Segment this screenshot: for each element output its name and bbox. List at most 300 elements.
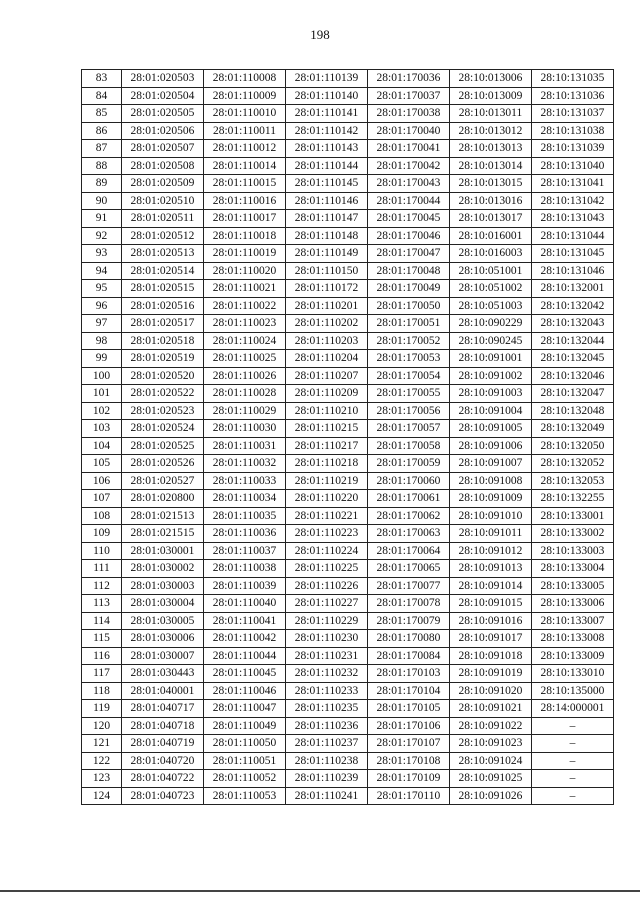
cadastral-number-cell: 28:01:030001 <box>122 542 204 560</box>
cadastral-number-cell: 28:01:030007 <box>122 647 204 665</box>
table-row <box>82 262 614 280</box>
cadastral-number-cell: 28:01:030006 <box>122 630 204 648</box>
cadastral-number-cell: 28:01:110215 <box>286 420 368 438</box>
cadastral-number-cell: 28:10:091004 <box>450 402 532 420</box>
cadastral-number-cell: 28:01:040001 <box>122 682 204 700</box>
cadastral-number-cell: 28:01:170065 <box>368 560 450 578</box>
cadastral-number-cell: 28:01:110051 <box>204 752 286 770</box>
cadastral-number-cell: 28:01:110202 <box>286 315 368 333</box>
row-number-cell: 86 <box>82 122 122 140</box>
cadastral-number-cell: 28:01:110230 <box>286 630 368 648</box>
cadastral-number-cell: 28:10:091003 <box>450 385 532 403</box>
cadastral-number-cell: 28:01:170048 <box>368 262 450 280</box>
cadastral-number-cell: 28:01:021515 <box>122 525 204 543</box>
cadastral-number-cell: 28:01:170061 <box>368 490 450 508</box>
cadastral-number-cell: 28:01:170108 <box>368 752 450 770</box>
row-number-cell: 122 <box>82 752 122 770</box>
cadastral-number-cell: 28:01:030002 <box>122 560 204 578</box>
row-number-cell: 113 <box>82 595 122 613</box>
cadastral-number-cell: 28:01:110238 <box>286 752 368 770</box>
cadastral-number-cell: 28:01:170103 <box>368 665 450 683</box>
cadastral-number-cell: 28:10:013011 <box>450 105 532 123</box>
cadastral-number-cell: 28:01:110037 <box>204 542 286 560</box>
cadastral-number-cell: 28:01:170080 <box>368 630 450 648</box>
cadastral-number-cell: 28:01:110221 <box>286 507 368 525</box>
cadastral-number-cell: 28:01:110223 <box>286 525 368 543</box>
cadastral-number-cell: 28:10:013009 <box>450 87 532 105</box>
cadastral-number-cell: 28:01:020505 <box>122 105 204 123</box>
table-row <box>82 175 614 193</box>
table-row <box>82 507 614 525</box>
table-row <box>82 227 614 245</box>
table-row <box>82 297 614 315</box>
cadastral-number-cell: 28:01:170046 <box>368 227 450 245</box>
cadastral-number-cell: 28:01:020524 <box>122 420 204 438</box>
table-row <box>82 70 614 88</box>
cadastral-number-cell: 28:10:132053 <box>532 472 614 490</box>
table-row <box>82 525 614 543</box>
cadastral-number-cell: 28:01:110227 <box>286 595 368 613</box>
cadastral-number-cell: 28:01:110030 <box>204 420 286 438</box>
cadastral-number-cell: 28:10:133006 <box>532 595 614 613</box>
cadastral-number-cell: 28:01:110015 <box>204 175 286 193</box>
cadastral-number-cell: 28:01:020509 <box>122 175 204 193</box>
table-row <box>82 647 614 665</box>
cadastral-number-cell: 28:10:013014 <box>450 157 532 175</box>
cadastral-number-cell: 28:10:133008 <box>532 630 614 648</box>
cadastral-number-cell: 28:10:013012 <box>450 122 532 140</box>
cadastral-number-cell: 28:10:133009 <box>532 647 614 665</box>
table-row <box>82 682 614 700</box>
cadastral-number-cell: 28:01:020527 <box>122 472 204 490</box>
row-number-cell: 94 <box>82 262 122 280</box>
table-row <box>82 700 614 718</box>
cadastral-number-cell: 28:01:110203 <box>286 332 368 350</box>
cadastral-number-cell: 28:01:170107 <box>368 735 450 753</box>
table-row <box>82 315 614 333</box>
row-number-cell: 105 <box>82 455 122 473</box>
cadastral-number-cell: 28:01:170052 <box>368 332 450 350</box>
cadastral-number-cell: 28:01:110210 <box>286 402 368 420</box>
cadastral-number-cell: 28:10:091022 <box>450 717 532 735</box>
cadastral-number-cell: 28:14:000001 <box>532 700 614 718</box>
cadastral-number-cell: 28:01:040719 <box>122 735 204 753</box>
row-number-cell: 103 <box>82 420 122 438</box>
cadastral-number-cell: 28:01:110016 <box>204 192 286 210</box>
cadastral-number-cell: 28:01:110022 <box>204 297 286 315</box>
cadastral-number-cell: 28:01:110144 <box>286 157 368 175</box>
cadastral-number-cell: 28:01:110235 <box>286 700 368 718</box>
cadastral-number-cell: 28:10:132045 <box>532 350 614 368</box>
cadastral-number-cell: 28:01:110241 <box>286 787 368 805</box>
cadastral-number-cell: 28:10:131038 <box>532 122 614 140</box>
cadastral-number-cell: 28:01:170058 <box>368 437 450 455</box>
table-row <box>82 280 614 298</box>
cadastral-number-cell: 28:01:110046 <box>204 682 286 700</box>
row-number-cell: 124 <box>82 787 122 805</box>
cadastral-number-cell: 28:10:013016 <box>450 192 532 210</box>
cadastral-number-cell: 28:01:020516 <box>122 297 204 315</box>
cadastral-number-cell: 28:01:110017 <box>204 210 286 228</box>
table-row <box>82 350 614 368</box>
cadastral-number-cell: 28:01:110146 <box>286 192 368 210</box>
cadastral-number-cell: 28:01:040720 <box>122 752 204 770</box>
cadastral-number-cell: 28:10:091014 <box>450 577 532 595</box>
cadastral-number-cell: 28:10:132052 <box>532 455 614 473</box>
cadastral-number-cell: 28:01:110239 <box>286 770 368 788</box>
cadastral-number-cell: 28:01:110150 <box>286 262 368 280</box>
cadastral-number-cell: 28:01:110034 <box>204 490 286 508</box>
table-row <box>82 665 614 683</box>
row-number-cell: 99 <box>82 350 122 368</box>
cadastral-number-cell: 28:01:170036 <box>368 70 450 88</box>
cadastral-number-cell: 28:01:110020 <box>204 262 286 280</box>
cadastral-number-cell: 28:10:013006 <box>450 70 532 88</box>
cadastral-number-cell: 28:01:110021 <box>204 280 286 298</box>
cadastral-number-cell: 28:10:132046 <box>532 367 614 385</box>
cadastral-number-cell: 28:01:170045 <box>368 210 450 228</box>
cadastral-number-cell: 28:01:110148 <box>286 227 368 245</box>
row-number-cell: 95 <box>82 280 122 298</box>
cadastral-number-cell: 28:10:133005 <box>532 577 614 595</box>
row-number-cell: 117 <box>82 665 122 683</box>
row-number-cell: 97 <box>82 315 122 333</box>
cadastral-number-cell: 28:01:110147 <box>286 210 368 228</box>
cadastral-number-cell: 28:01:170044 <box>368 192 450 210</box>
cadastral-number-cell: 28:01:110142 <box>286 122 368 140</box>
cadastral-number-cell: 28:10:013015 <box>450 175 532 193</box>
row-number-cell: 88 <box>82 157 122 175</box>
cadastral-number-cell: 28:01:110232 <box>286 665 368 683</box>
cadastral-number-cell: 28:10:135000 <box>532 682 614 700</box>
cadastral-number-cell: 28:10:091010 <box>450 507 532 525</box>
cadastral-number-cell: 28:10:131041 <box>532 175 614 193</box>
table-row <box>82 367 614 385</box>
cadastral-number-cell: 28:10:132049 <box>532 420 614 438</box>
cadastral-number-cell: 28:01:170050 <box>368 297 450 315</box>
cadastral-number-cell: – <box>532 787 614 805</box>
cadastral-number-cell: 28:01:170047 <box>368 245 450 263</box>
table-row <box>82 157 614 175</box>
cadastral-number-cell: 28:01:020514 <box>122 262 204 280</box>
cadastral-number-cell: 28:01:110141 <box>286 105 368 123</box>
table-row <box>82 560 614 578</box>
cadastral-number-cell: 28:10:091016 <box>450 612 532 630</box>
cadastral-number-cell: 28:01:040722 <box>122 770 204 788</box>
cadastral-number-cell: 28:10:133010 <box>532 665 614 683</box>
table-row <box>82 210 614 228</box>
cadastral-number-cell: 28:01:110045 <box>204 665 286 683</box>
row-number-cell: 104 <box>82 437 122 455</box>
table-row <box>82 105 614 123</box>
cadastral-number-cell: 28:01:170109 <box>368 770 450 788</box>
cadastral-number-cell: 28:01:110226 <box>286 577 368 595</box>
cadastral-number-cell: 28:01:110044 <box>204 647 286 665</box>
row-number-cell: 110 <box>82 542 122 560</box>
cadastral-number-cell: 28:01:040717 <box>122 700 204 718</box>
cadastral-number-cell: 28:01:020518 <box>122 332 204 350</box>
cadastral-number-cell: 28:01:170105 <box>368 700 450 718</box>
table-row <box>82 595 614 613</box>
cadastral-number-cell: 28:01:110023 <box>204 315 286 333</box>
cadastral-number-cell: 28:01:110038 <box>204 560 286 578</box>
cadastral-number-cell: 28:10:091005 <box>450 420 532 438</box>
cadastral-number-cell: 28:01:020800 <box>122 490 204 508</box>
cadastral-number-cell: 28:01:170084 <box>368 647 450 665</box>
cadastral-number-cell: 28:01:110140 <box>286 87 368 105</box>
table-row <box>82 245 614 263</box>
row-number-cell: 93 <box>82 245 122 263</box>
cadastral-number-cell: 28:01:170064 <box>368 542 450 560</box>
cadastral-number-cell: 28:10:013017 <box>450 210 532 228</box>
row-number-cell: 116 <box>82 647 122 665</box>
row-number-cell: 119 <box>82 700 122 718</box>
cadastral-number-cell: 28:10:131042 <box>532 192 614 210</box>
cadastral-number-cell: 28:01:110233 <box>286 682 368 700</box>
row-number-cell: 111 <box>82 560 122 578</box>
table-row <box>82 717 614 735</box>
cadastral-number-cell: 28:01:040718 <box>122 717 204 735</box>
table-row <box>82 455 614 473</box>
row-number-cell: 102 <box>82 402 122 420</box>
cadastral-number-cell: 28:01:170063 <box>368 525 450 543</box>
row-number-cell: 92 <box>82 227 122 245</box>
cadastral-number-cell: 28:01:040723 <box>122 787 204 805</box>
cadastral-number-cell: 28:01:020511 <box>122 210 204 228</box>
cadastral-number-cell: 28:01:170042 <box>368 157 450 175</box>
cadastral-number-cell: – <box>532 770 614 788</box>
table-row <box>82 630 614 648</box>
cadastral-number-cell: 28:10:013013 <box>450 140 532 158</box>
table-row <box>82 420 614 438</box>
cadastral-number-cell: 28:10:131044 <box>532 227 614 245</box>
cadastral-number-cell: 28:10:131043 <box>532 210 614 228</box>
cadastral-number-cell: 28:01:110036 <box>204 525 286 543</box>
cadastral-number-cell: 28:10:016001 <box>450 227 532 245</box>
row-number-cell: 100 <box>82 367 122 385</box>
cadastral-number-cell: 28:01:110019 <box>204 245 286 263</box>
cadastral-number-cell: 28:10:132050 <box>532 437 614 455</box>
row-number-cell: 90 <box>82 192 122 210</box>
row-number-cell: 115 <box>82 630 122 648</box>
cadastral-number-cell: 28:10:133003 <box>532 542 614 560</box>
cadastral-number-cell: 28:01:030004 <box>122 595 204 613</box>
cadastral-number-cell: 28:01:020506 <box>122 122 204 140</box>
cadastral-number-cell: 28:10:091012 <box>450 542 532 560</box>
cadastral-number-cell: 28:01:110052 <box>204 770 286 788</box>
cadastral-number-cell: 28:10:131036 <box>532 87 614 105</box>
cadastral-number-cell: 28:01:110025 <box>204 350 286 368</box>
cadastral-number-cell: 28:01:020517 <box>122 315 204 333</box>
cadastral-number-cell: 28:10:132047 <box>532 385 614 403</box>
cadastral-number-cell: 28:01:030003 <box>122 577 204 595</box>
cadastral-number-cell: 28:01:110050 <box>204 735 286 753</box>
cadastral-number-cell: 28:01:020515 <box>122 280 204 298</box>
cadastral-number-cell: 28:01:020503 <box>122 70 204 88</box>
row-number-cell: 87 <box>82 140 122 158</box>
cadastral-number-cell: 28:01:110033 <box>204 472 286 490</box>
cadastral-number-cell: 28:10:133002 <box>532 525 614 543</box>
cadastral-number-cell: 28:10:133001 <box>532 507 614 525</box>
row-number-cell: 89 <box>82 175 122 193</box>
cadastral-number-cell: – <box>532 735 614 753</box>
cadastral-number-cell: 28:10:131035 <box>532 70 614 88</box>
cadastral-number-cell: 28:01:170079 <box>368 612 450 630</box>
cadastral-number-cell: 28:01:170049 <box>368 280 450 298</box>
cadastral-number-cell: 28:01:030005 <box>122 612 204 630</box>
cadastral-number-cell: 28:01:110207 <box>286 367 368 385</box>
cadastral-number-cell: 28:10:051001 <box>450 262 532 280</box>
table-row <box>82 490 614 508</box>
cadastral-number-cell: 28:01:110032 <box>204 455 286 473</box>
row-number-cell: 83 <box>82 70 122 88</box>
cadastral-number-cell: 28:10:091017 <box>450 630 532 648</box>
cadastral-number-cell: 28:01:110218 <box>286 455 368 473</box>
cadastral-number-cell: 28:10:091013 <box>450 560 532 578</box>
table-row <box>82 752 614 770</box>
cadastral-number-cell: 28:10:091019 <box>450 665 532 683</box>
table-row <box>82 402 614 420</box>
cadastral-number-cell: 28:10:131037 <box>532 105 614 123</box>
cadastral-number-cell: 28:10:091018 <box>450 647 532 665</box>
cadastral-number-cell: 28:01:170106 <box>368 717 450 735</box>
row-number-cell: 96 <box>82 297 122 315</box>
cadastral-number-cell: 28:01:110028 <box>204 385 286 403</box>
cadastral-number-cell: – <box>532 752 614 770</box>
table-row <box>82 472 614 490</box>
table-row <box>82 192 614 210</box>
cadastral-number-cell: 28:10:132043 <box>532 315 614 333</box>
cadastral-number-cell: 28:10:091002 <box>450 367 532 385</box>
cadastral-number-cell: 28:01:110143 <box>286 140 368 158</box>
cadastral-number-cell: 28:01:110172 <box>286 280 368 298</box>
cadastral-number-cell: 28:01:110024 <box>204 332 286 350</box>
cadastral-number-cell: 28:10:131045 <box>532 245 614 263</box>
cadastral-number-cell: 28:10:133007 <box>532 612 614 630</box>
cadastral-number-cell: 28:01:170062 <box>368 507 450 525</box>
page-number: 198 <box>310 27 330 42</box>
cadastral-number-cell: 28:10:090245 <box>450 332 532 350</box>
cadastral-number-cell: 28:10:132044 <box>532 332 614 350</box>
table-row <box>82 612 614 630</box>
cadastral-number-cell: 28:10:091023 <box>450 735 532 753</box>
cadastral-number-cell: 28:01:110041 <box>204 612 286 630</box>
cadastral-number-cell: 28:01:020519 <box>122 350 204 368</box>
cadastral-number-cell: 28:01:170040 <box>368 122 450 140</box>
row-number-cell: 107 <box>82 490 122 508</box>
cadastral-number-cell: 28:01:110029 <box>204 402 286 420</box>
cadastral-number-cell: 28:01:110219 <box>286 472 368 490</box>
cadastral-number-cell: 28:01:170038 <box>368 105 450 123</box>
cadastral-number-cell: 28:01:110039 <box>204 577 286 595</box>
cadastral-number-cell: 28:10:131039 <box>532 140 614 158</box>
cadastral-number-cell: 28:01:110042 <box>204 630 286 648</box>
cadastral-number-cell: 28:01:110225 <box>286 560 368 578</box>
cadastral-number-cell: 28:10:091024 <box>450 752 532 770</box>
cadastral-number-cell: 28:10:091025 <box>450 770 532 788</box>
cadastral-number-cell: 28:01:110209 <box>286 385 368 403</box>
cadastral-number-cell: 28:01:110139 <box>286 70 368 88</box>
cadastral-number-cell: 28:01:020508 <box>122 157 204 175</box>
table-row <box>82 385 614 403</box>
cadastral-number-cell: 28:01:110014 <box>204 157 286 175</box>
cadastral-number-cell: 28:01:110026 <box>204 367 286 385</box>
cadastral-number-cell: 28:01:110224 <box>286 542 368 560</box>
bottom-rule <box>0 890 640 892</box>
table-row <box>82 542 614 560</box>
cadastral-number-cell: 28:01:020510 <box>122 192 204 210</box>
cadastral-number-cell: – <box>532 717 614 735</box>
cadastral-number-cell: 28:01:110012 <box>204 140 286 158</box>
row-number-cell: 98 <box>82 332 122 350</box>
cadastral-number-cell: 28:10:091007 <box>450 455 532 473</box>
cadastral-number-cell: 28:01:170041 <box>368 140 450 158</box>
table-row <box>82 140 614 158</box>
cadastral-number-cell: 28:01:020523 <box>122 402 204 420</box>
row-number-cell: 109 <box>82 525 122 543</box>
cadastral-number-cell: 28:10:091026 <box>450 787 532 805</box>
table-row <box>82 577 614 595</box>
table-row <box>82 122 614 140</box>
cadastral-number-cell: 28:10:091006 <box>450 437 532 455</box>
cadastral-number-cell: 28:10:051002 <box>450 280 532 298</box>
cadastral-number-cell: 28:01:110201 <box>286 297 368 315</box>
cadastral-number-cell: 28:01:110149 <box>286 245 368 263</box>
cadastral-number-cell: 28:10:132255 <box>532 490 614 508</box>
cadastral-numbers-table <box>81 69 614 805</box>
cadastral-number-cell: 28:01:110009 <box>204 87 286 105</box>
cadastral-number-cell: 28:01:110053 <box>204 787 286 805</box>
cadastral-number-cell: 28:01:170077 <box>368 577 450 595</box>
cadastral-number-cell: 28:01:020522 <box>122 385 204 403</box>
cadastral-number-cell: 28:01:170104 <box>368 682 450 700</box>
row-number-cell: 118 <box>82 682 122 700</box>
row-number-cell: 106 <box>82 472 122 490</box>
cadastral-number-cell: 28:10:133004 <box>532 560 614 578</box>
cadastral-number-cell: 28:01:110220 <box>286 490 368 508</box>
cadastral-number-cell: 28:10:016003 <box>450 245 532 263</box>
cadastral-number-cell: 28:01:170055 <box>368 385 450 403</box>
row-number-cell: 84 <box>82 87 122 105</box>
cadastral-number-cell: 28:10:090229 <box>450 315 532 333</box>
table-body <box>82 70 614 805</box>
cadastral-number-cell: 28:10:132001 <box>532 280 614 298</box>
cadastral-number-cell: 28:10:091001 <box>450 350 532 368</box>
cadastral-number-cell: 28:01:021513 <box>122 507 204 525</box>
cadastral-number-cell: 28:01:020507 <box>122 140 204 158</box>
cadastral-number-cell: 28:01:110237 <box>286 735 368 753</box>
cadastral-number-cell: 28:01:170054 <box>368 367 450 385</box>
cadastral-number-cell: 28:01:110047 <box>204 700 286 718</box>
row-number-cell: 120 <box>82 717 122 735</box>
cadastral-number-cell: 28:01:110031 <box>204 437 286 455</box>
cadastral-number-cell: 28:10:091008 <box>450 472 532 490</box>
cadastral-number-cell: 28:01:170056 <box>368 402 450 420</box>
cadastral-number-cell: 28:10:091020 <box>450 682 532 700</box>
cadastral-number-cell: 28:01:110018 <box>204 227 286 245</box>
cadastral-number-cell: 28:01:110204 <box>286 350 368 368</box>
cadastral-number-cell: 28:01:170051 <box>368 315 450 333</box>
row-number-cell: 85 <box>82 105 122 123</box>
table-row <box>82 787 614 805</box>
table-row <box>82 87 614 105</box>
row-number-cell: 101 <box>82 385 122 403</box>
cadastral-number-cell: 28:01:170043 <box>368 175 450 193</box>
cadastral-number-cell: 28:01:170053 <box>368 350 450 368</box>
cadastral-number-cell: 28:01:170037 <box>368 87 450 105</box>
cadastral-number-cell: 28:10:131046 <box>532 262 614 280</box>
cadastral-number-cell: 28:10:132042 <box>532 297 614 315</box>
